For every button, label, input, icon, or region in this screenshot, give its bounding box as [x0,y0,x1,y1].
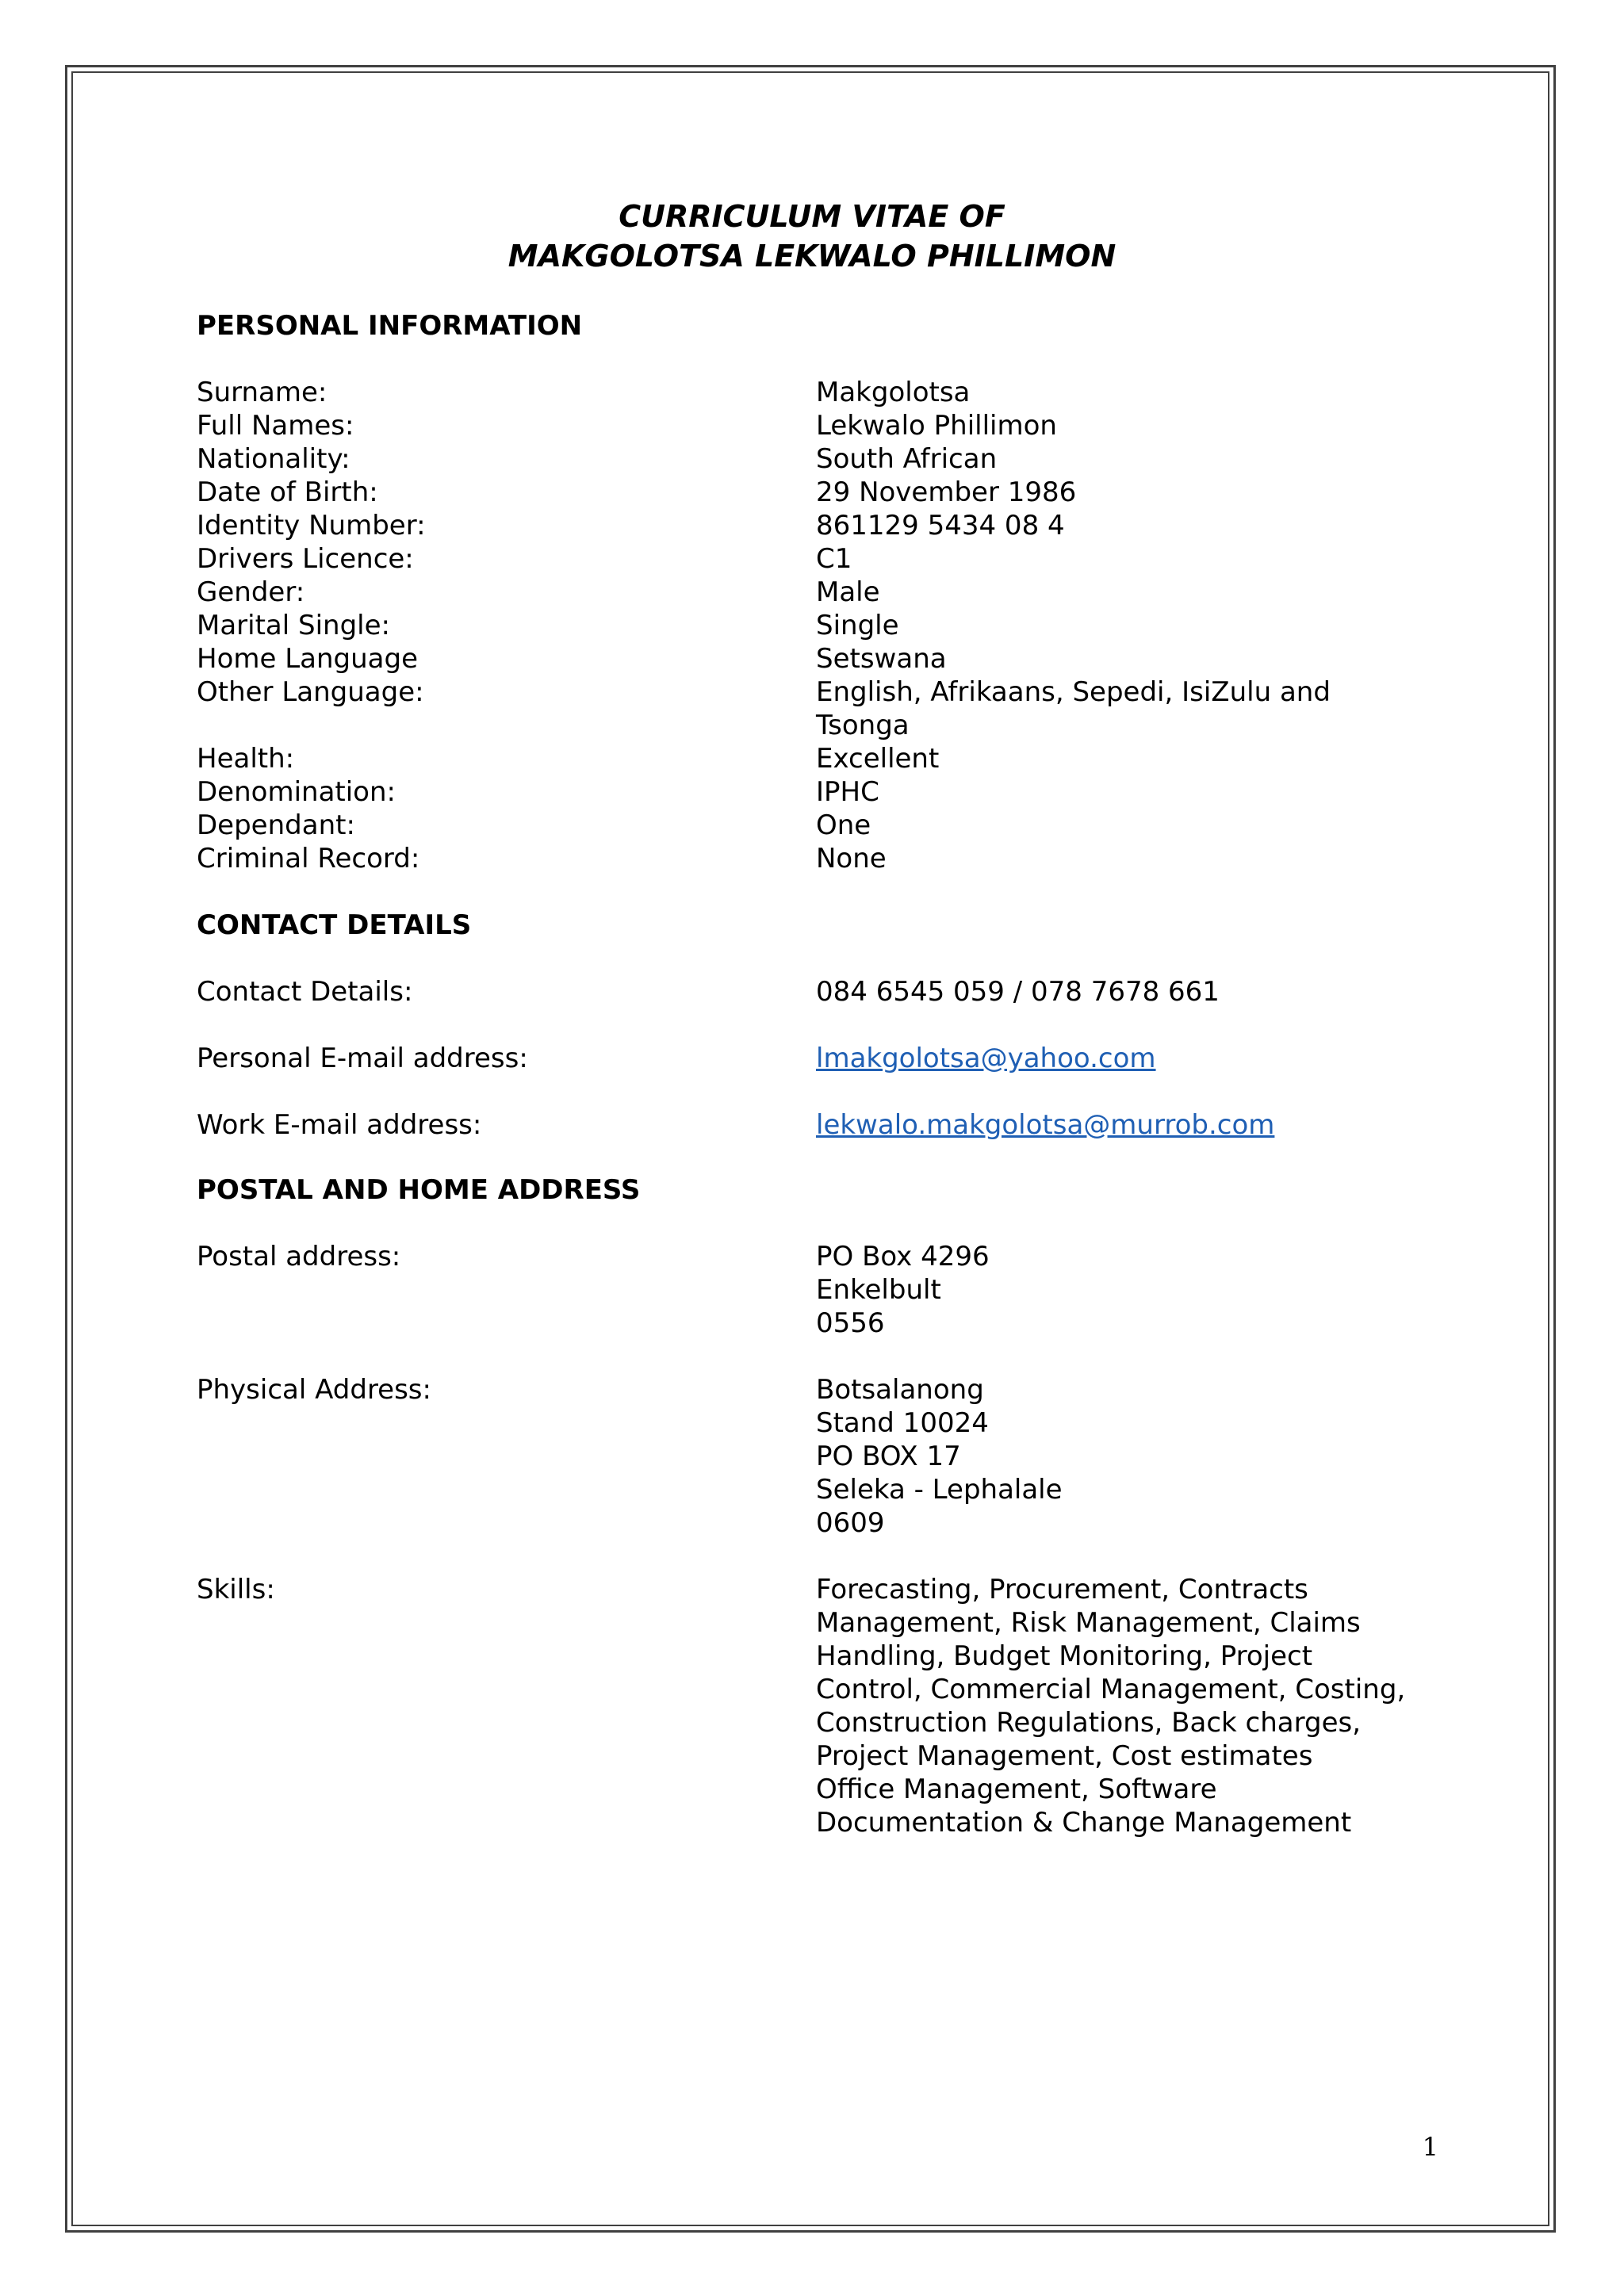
date-of-birth-label: Date of Birth: [197,476,378,508]
surname-label: Surname: [197,377,327,408]
full-names-value: Lekwalo Phillimon [816,410,1057,442]
health-label: Health: [197,743,295,775]
dependant-label: Dependant: [197,809,355,841]
surname-value: Makgolotsa [816,377,971,408]
marital-status-value: Single [816,610,899,641]
personal-email-link[interactable]: lmakgolotsa@yahoo.com [816,1043,1156,1074]
personal-information-heading: PERSONAL INFORMATION [197,310,583,342]
other-language-value: English, Afrikaans, Sepedi, IsiZulu and Tsonga [816,676,1331,741]
drivers-licence-value: C1 [816,543,852,575]
dependant-value: One [816,809,871,841]
other-language-label: Other Language: [197,676,424,708]
physical-address-value: Botsalanong Stand 10024 PO BOX 17 Seleka - Lephalale 0609 [816,1374,1063,1539]
date-of-birth-value: 29 November 1986 [816,476,1077,508]
home-language-label: Home Language [197,643,419,675]
criminal-record-value: None [816,843,887,874]
denomination-label: Denomination: [197,776,396,808]
address-heading: POSTAL AND HOME ADDRESS [197,1174,641,1206]
nationality-value: South African [816,443,998,475]
drivers-licence-label: Drivers Licence: [197,543,414,575]
denomination-value: IPHC [816,776,879,808]
contact-details-heading: CONTACT DETAILS [197,909,472,941]
gender-value: Male [816,576,880,608]
document-title-line-1: CURRICULUM VITAE OF [619,199,1005,234]
home-language-value: Setswana [816,643,947,675]
skills-value: Forecasting, Procurement, Contracts Management, Risk Management, Claims Handling, Budget Monitoring, Project Control, Commercial Management, Costing, Construction Regulations, Back charges, Project Management, Cost estimates Office Management, Software Documentation & Change Management [816,1574,1406,1839]
skills-label: Skills: [197,1574,275,1605]
contact-phone-value: 084 6545 059 / 078 7678 661 [816,976,1220,1008]
page-number: 1 [1422,2132,1438,2162]
health-value: Excellent [816,743,940,775]
gender-label: Gender: [197,576,305,608]
contact-phone-label: Contact Details: [197,976,413,1008]
work-email-link[interactable]: lekwalo.makgolotsa@murrob.com [816,1109,1275,1141]
postal-address-label: Postal address: [197,1241,401,1272]
criminal-record-label: Criminal Record: [197,843,420,874]
marital-status-label: Marital Single: [197,610,390,641]
identity-number-label: Identity Number: [197,510,426,541]
personal-email-label: Personal E-mail address: [197,1043,528,1074]
document-title-line-2: MAKGOLOTSA LEKWALO PHILLIMON [508,239,1116,274]
physical-address-label: Physical Address: [197,1374,431,1406]
nationality-label: Nationality: [197,443,350,475]
postal-address-value: PO Box 4296 Enkelbult 0556 [816,1241,990,1339]
work-email-label: Work E-mail address: [197,1109,482,1141]
full-names-label: Full Names: [197,410,354,442]
identity-number-value: 861129 5434 08 4 [816,510,1065,541]
